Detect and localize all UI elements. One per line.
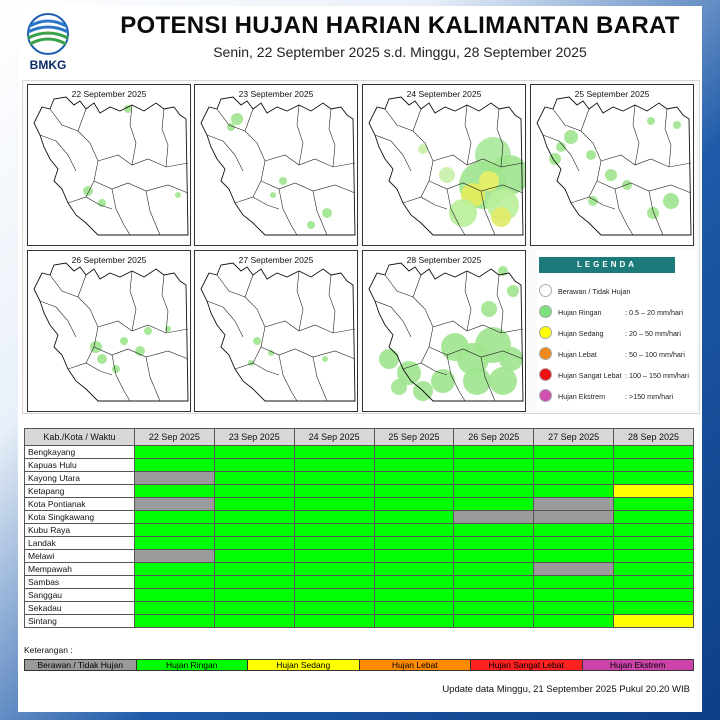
page-subtitle: Senin, 22 September 2025 s.d. Minggu, 28 September 2025 [213, 44, 587, 60]
district-boundary [265, 155, 355, 167]
forecast-cell [374, 602, 454, 615]
district-boundary [297, 271, 303, 331]
forecast-cell [135, 589, 215, 602]
forecast-cell [294, 550, 374, 563]
legend-name: Hujan Sangat Lebat [558, 371, 622, 380]
bmkg-emblem-icon [22, 12, 74, 58]
map-panel-1 [27, 84, 191, 246]
forecast-cell [374, 511, 454, 524]
forecast-cell [214, 615, 294, 628]
district-boundary [146, 357, 160, 401]
forecast-cell [135, 524, 215, 537]
district-boundary [98, 321, 188, 333]
bmkg-logo [22, 12, 74, 74]
forecast-cell [374, 615, 454, 628]
table-row [25, 615, 694, 628]
table-header-day: 23 Sep 2025 [214, 429, 294, 446]
district-boundary [665, 109, 671, 167]
district-boundary [413, 131, 433, 197]
rain-area [322, 208, 332, 218]
district-boundary [68, 363, 112, 375]
forecast-cell [374, 446, 454, 459]
legend-range: : 100 – 150 mm/hari [625, 371, 689, 380]
forecast-cell [214, 485, 294, 498]
map-panel-7 [362, 250, 526, 412]
table-header-day: 27 Sep 2025 [534, 429, 614, 446]
district-boundary [433, 321, 523, 333]
legend-color-dot [539, 389, 552, 402]
forecast-cell [294, 537, 374, 550]
forecast-cell [214, 576, 294, 589]
keterangan-bar [24, 659, 694, 671]
forecast-cell [614, 446, 694, 459]
rain-area [120, 337, 128, 345]
district-boundary [601, 155, 691, 167]
forecast-cell [294, 459, 374, 472]
district-boundary [235, 197, 279, 209]
legend-name: Hujan Ekstrem [558, 392, 606, 401]
forecast-cell [374, 550, 454, 563]
forecast-cell [454, 485, 534, 498]
legend-color-dot [539, 305, 552, 318]
district-boundary [130, 271, 136, 331]
table-row [25, 446, 694, 459]
rain-area [307, 221, 315, 229]
rain-area [431, 369, 455, 393]
district-boundary [413, 297, 433, 363]
legend-color-dot [539, 347, 552, 360]
province-boundary [537, 97, 691, 235]
forecast-cell [374, 589, 454, 602]
district-boundary [279, 355, 297, 401]
forecast-cell [454, 576, 534, 589]
table-header-day: 26 Sep 2025 [454, 429, 534, 446]
legend-item [539, 389, 695, 403]
region-name: Ketapang [25, 485, 135, 498]
map-panel-3 [362, 84, 526, 246]
forecast-cell [614, 615, 694, 628]
district-boundary [50, 275, 86, 297]
forecast-cell [454, 589, 534, 602]
forecast-cell [454, 524, 534, 537]
forecast-cell [214, 602, 294, 615]
district-boundary [207, 135, 243, 171]
forecast-cell [214, 524, 294, 537]
rain-area [231, 113, 243, 125]
forecast-cell [374, 537, 454, 550]
forecast-cell [374, 459, 454, 472]
keterangan-item: Hujan Lebat [360, 660, 472, 670]
page-title: POTENSI HUJAN HARIAN KALIMANTAN BARAT [120, 12, 680, 39]
forecast-cell [454, 550, 534, 563]
forecast-cell [135, 459, 215, 472]
map-date-label: 24 September 2025 [406, 89, 482, 99]
region-name: Kubu Raya [25, 524, 135, 537]
table-header-region: Kab./Kota / Waktu [25, 429, 135, 446]
district-boundary [313, 357, 327, 401]
rain-area [112, 365, 120, 373]
forecast-cell [454, 498, 534, 511]
forecast-cell [534, 563, 614, 576]
rain-area [564, 130, 578, 144]
district-boundary [112, 355, 130, 401]
forecast-cell [374, 485, 454, 498]
forecast-cell [135, 511, 215, 524]
map-date-label: 22 September 2025 [71, 89, 147, 99]
forecast-cell [614, 524, 694, 537]
forecast-cell [294, 576, 374, 589]
region-name: Kapuas Hulu [25, 459, 135, 472]
forecast-cell [214, 563, 294, 576]
rain-area [439, 167, 455, 183]
table-header-day: 24 Sep 2025 [294, 429, 374, 446]
forecast-cell [534, 576, 614, 589]
forecast-cell [534, 498, 614, 511]
keterangan-item: Hujan Ekstrem [583, 660, 694, 670]
rain-area [507, 285, 519, 297]
district-boundary [112, 189, 130, 235]
legend-item [539, 326, 695, 340]
table-header-row [25, 429, 694, 446]
province-boundary [201, 97, 355, 235]
map-drawing [195, 251, 357, 411]
table-header-day: 22 Sep 2025 [135, 429, 215, 446]
map-drawing [363, 251, 525, 411]
table-row [25, 537, 694, 550]
district-boundary [235, 363, 279, 375]
forecast-cell [614, 550, 694, 563]
district-boundary [261, 181, 355, 193]
table-row [25, 459, 694, 472]
region-name: Sanggau [25, 589, 135, 602]
legend-name: Hujan Lebat [558, 350, 597, 359]
forecast-cell [614, 498, 694, 511]
forecast-cell [135, 576, 215, 589]
legend-name: Hujan Ringan [558, 308, 602, 317]
table-row [25, 589, 694, 602]
map-date-label: 27 September 2025 [238, 255, 314, 265]
legend-item [539, 284, 695, 298]
forecast-cell [294, 498, 374, 511]
district-boundary [385, 109, 421, 131]
region-name: Sambas [25, 576, 135, 589]
forecast-cell [534, 485, 614, 498]
forecast-table [24, 428, 694, 628]
forecast-cell [135, 615, 215, 628]
region-name: Melawi [25, 550, 135, 563]
forecast-cell [135, 498, 215, 511]
legend-range: : 0.5 – 20 mm/hari [625, 308, 683, 317]
rain-area [253, 337, 261, 345]
district-boundary [40, 135, 76, 171]
region-name: Kayong Utara [25, 472, 135, 485]
district-boundary [98, 155, 188, 167]
district-boundary [261, 347, 355, 359]
map-drawing [195, 85, 357, 245]
district-boundary [245, 297, 265, 363]
district-boundary [40, 301, 76, 337]
district-boundary [94, 181, 188, 193]
legend-color-dot [539, 368, 552, 381]
rain-area [605, 169, 617, 181]
forecast-cell [454, 511, 534, 524]
forecast-cell [614, 511, 694, 524]
table-row [25, 524, 694, 537]
legend-item [539, 305, 695, 319]
forecast-cell [534, 589, 614, 602]
rain-area [586, 150, 596, 160]
table-row [25, 576, 694, 589]
forecast-cell [294, 472, 374, 485]
district-boundary [245, 131, 265, 197]
table-row [25, 485, 694, 498]
region-name: Sekadau [25, 602, 135, 615]
legend-range: : 50 – 100 mm/hari [625, 350, 685, 359]
forecast-cell [614, 576, 694, 589]
forecast-cell [374, 472, 454, 485]
forecast-cell [374, 576, 454, 589]
keterangan-item: Hujan Ringan [137, 660, 249, 670]
district-boundary [465, 271, 471, 331]
district-boundary [581, 131, 601, 197]
forecast-cell [374, 563, 454, 576]
district-boundary [130, 105, 136, 165]
forecast-cell [214, 511, 294, 524]
map-drawing [363, 85, 525, 245]
region-name: Bengkayang [25, 446, 135, 459]
district-boundary [465, 105, 471, 165]
table-row [25, 511, 694, 524]
table-row [25, 472, 694, 485]
forecast-cell [454, 602, 534, 615]
forecast-cell [294, 602, 374, 615]
rain-area [647, 117, 655, 125]
region-name: Kota Singkawang [25, 511, 135, 524]
rain-area [647, 207, 659, 219]
forecast-cell [294, 563, 374, 576]
map-date-label: 28 September 2025 [406, 255, 482, 265]
district-boundary [162, 109, 168, 167]
region-name: Sintang [25, 615, 135, 628]
rain-area [673, 121, 681, 129]
table-row [25, 563, 694, 576]
forecast-cell [534, 524, 614, 537]
district-boundary [207, 301, 243, 337]
province-boundary [34, 97, 188, 235]
rain-area [279, 177, 287, 185]
rain-area [622, 180, 632, 190]
table-row [25, 550, 694, 563]
legend-name: Berawan / Tidak Hujan [558, 287, 631, 296]
rain-area [270, 192, 276, 198]
rain-area [489, 367, 517, 395]
forecast-cell [454, 563, 534, 576]
forecast-cell [534, 511, 614, 524]
district-boundary [162, 275, 168, 333]
legend-item [539, 347, 695, 361]
map-drawing [531, 85, 693, 245]
legend-color-dot [539, 326, 552, 339]
legend-range: : 20 – 50 mm/hari [625, 329, 681, 338]
rain-area [379, 349, 399, 369]
forecast-cell [294, 446, 374, 459]
forecast-cell [534, 446, 614, 459]
forecast-cell [135, 550, 215, 563]
region-name: Kota Pontianak [25, 498, 135, 511]
update-info: Update data Minggu, 21 September 2025 Pukul 20.20 WIB [442, 684, 690, 695]
province-boundary [201, 263, 355, 401]
forecast-cell [614, 459, 694, 472]
district-boundary [217, 275, 253, 297]
forecast-cell [454, 615, 534, 628]
forecast-cell [214, 537, 294, 550]
forecast-cell [534, 602, 614, 615]
rain-area [268, 350, 274, 356]
rain-area [481, 301, 497, 317]
forecast-cell [454, 459, 534, 472]
legend [537, 250, 697, 410]
map-panel-5 [27, 250, 191, 412]
district-boundary [329, 275, 335, 333]
province-boundary [34, 263, 188, 401]
forecast-cell [214, 459, 294, 472]
legend-item [539, 368, 695, 382]
table-body [25, 446, 694, 628]
district-boundary [375, 135, 411, 171]
legend-color-dot [539, 284, 552, 297]
district-boundary [78, 297, 98, 363]
rain-area [83, 186, 93, 196]
forecast-cell [534, 550, 614, 563]
forecast-cell [614, 602, 694, 615]
table-header-day: 25 Sep 2025 [374, 429, 454, 446]
forecast-cell [614, 589, 694, 602]
rain-area [124, 105, 132, 113]
map-drawing [28, 251, 190, 411]
district-boundary [329, 109, 335, 167]
forecast-cell [214, 550, 294, 563]
district-boundary [265, 321, 355, 333]
forecast-cell [214, 498, 294, 511]
forecast-cell [294, 524, 374, 537]
forecast-cell [135, 485, 215, 498]
district-boundary [553, 109, 589, 131]
district-boundary [597, 181, 691, 193]
map-date-label: 26 September 2025 [71, 255, 147, 265]
district-boundary [615, 189, 633, 235]
forecast-cell [135, 537, 215, 550]
district-boundary [146, 191, 160, 235]
keterangan-item: Berawan / Tidak Hujan [25, 660, 137, 670]
map-date-label: 25 September 2025 [574, 89, 650, 99]
forecast-cell [214, 472, 294, 485]
keterangan-item: Hujan Sedang [248, 660, 360, 670]
forecast-cell [135, 446, 215, 459]
legend-range: : >150 mm/hari [625, 392, 674, 401]
rain-area [479, 171, 499, 191]
district-boundary [385, 275, 421, 297]
forecast-cell [294, 615, 374, 628]
map-panel-4 [530, 84, 694, 246]
forecast-cell [454, 446, 534, 459]
district-boundary [279, 189, 297, 235]
rain-area [144, 327, 152, 335]
map-drawing [28, 85, 190, 245]
rain-area [391, 379, 407, 395]
region-name: Mempawah [25, 563, 135, 576]
forecast-cell [614, 485, 694, 498]
forecast-cell [614, 472, 694, 485]
forecast-cell [374, 524, 454, 537]
forecast-cell [135, 472, 215, 485]
district-boundary [497, 275, 503, 333]
forecast-cell [614, 537, 694, 550]
keterangan-item: Hujan Sangat Lebat [471, 660, 583, 670]
forecast-cell [454, 472, 534, 485]
legend-title: LEGENDA [539, 257, 675, 273]
forecast-cell [534, 537, 614, 550]
forecast-cell [294, 511, 374, 524]
forecast-cell [294, 589, 374, 602]
forecast-cell [135, 602, 215, 615]
forecast-cell [534, 459, 614, 472]
rain-area [175, 192, 181, 198]
district-boundary [375, 301, 411, 337]
table-row [25, 602, 694, 615]
forecast-cell [534, 615, 614, 628]
rain-area [491, 207, 511, 227]
table-header-day: 28 Sep 2025 [614, 429, 694, 446]
table-row [25, 498, 694, 511]
district-boundary [403, 197, 447, 209]
rain-area [418, 144, 428, 154]
district-boundary [50, 109, 86, 131]
district-boundary [297, 105, 303, 165]
forecast-cell [135, 563, 215, 576]
district-boundary [633, 105, 639, 165]
legend-name: Hujan Sedang [558, 329, 604, 338]
keterangan-label: Keterangan : [24, 645, 73, 655]
forecast-cell [614, 563, 694, 576]
rain-area [97, 354, 107, 364]
map-panel-2 [194, 84, 358, 246]
forecast-cell [374, 498, 454, 511]
forecast-cell [214, 446, 294, 459]
forecast-cell [534, 472, 614, 485]
map-date-label: 23 September 2025 [238, 89, 314, 99]
forecast-cell [294, 485, 374, 498]
logo-text: BMKG [29, 58, 67, 72]
rain-area [663, 193, 679, 209]
map-panel-6 [194, 250, 358, 412]
forecast-cell [214, 589, 294, 602]
rain-area [322, 356, 328, 362]
region-name: Landak [25, 537, 135, 550]
forecast-cell [454, 537, 534, 550]
